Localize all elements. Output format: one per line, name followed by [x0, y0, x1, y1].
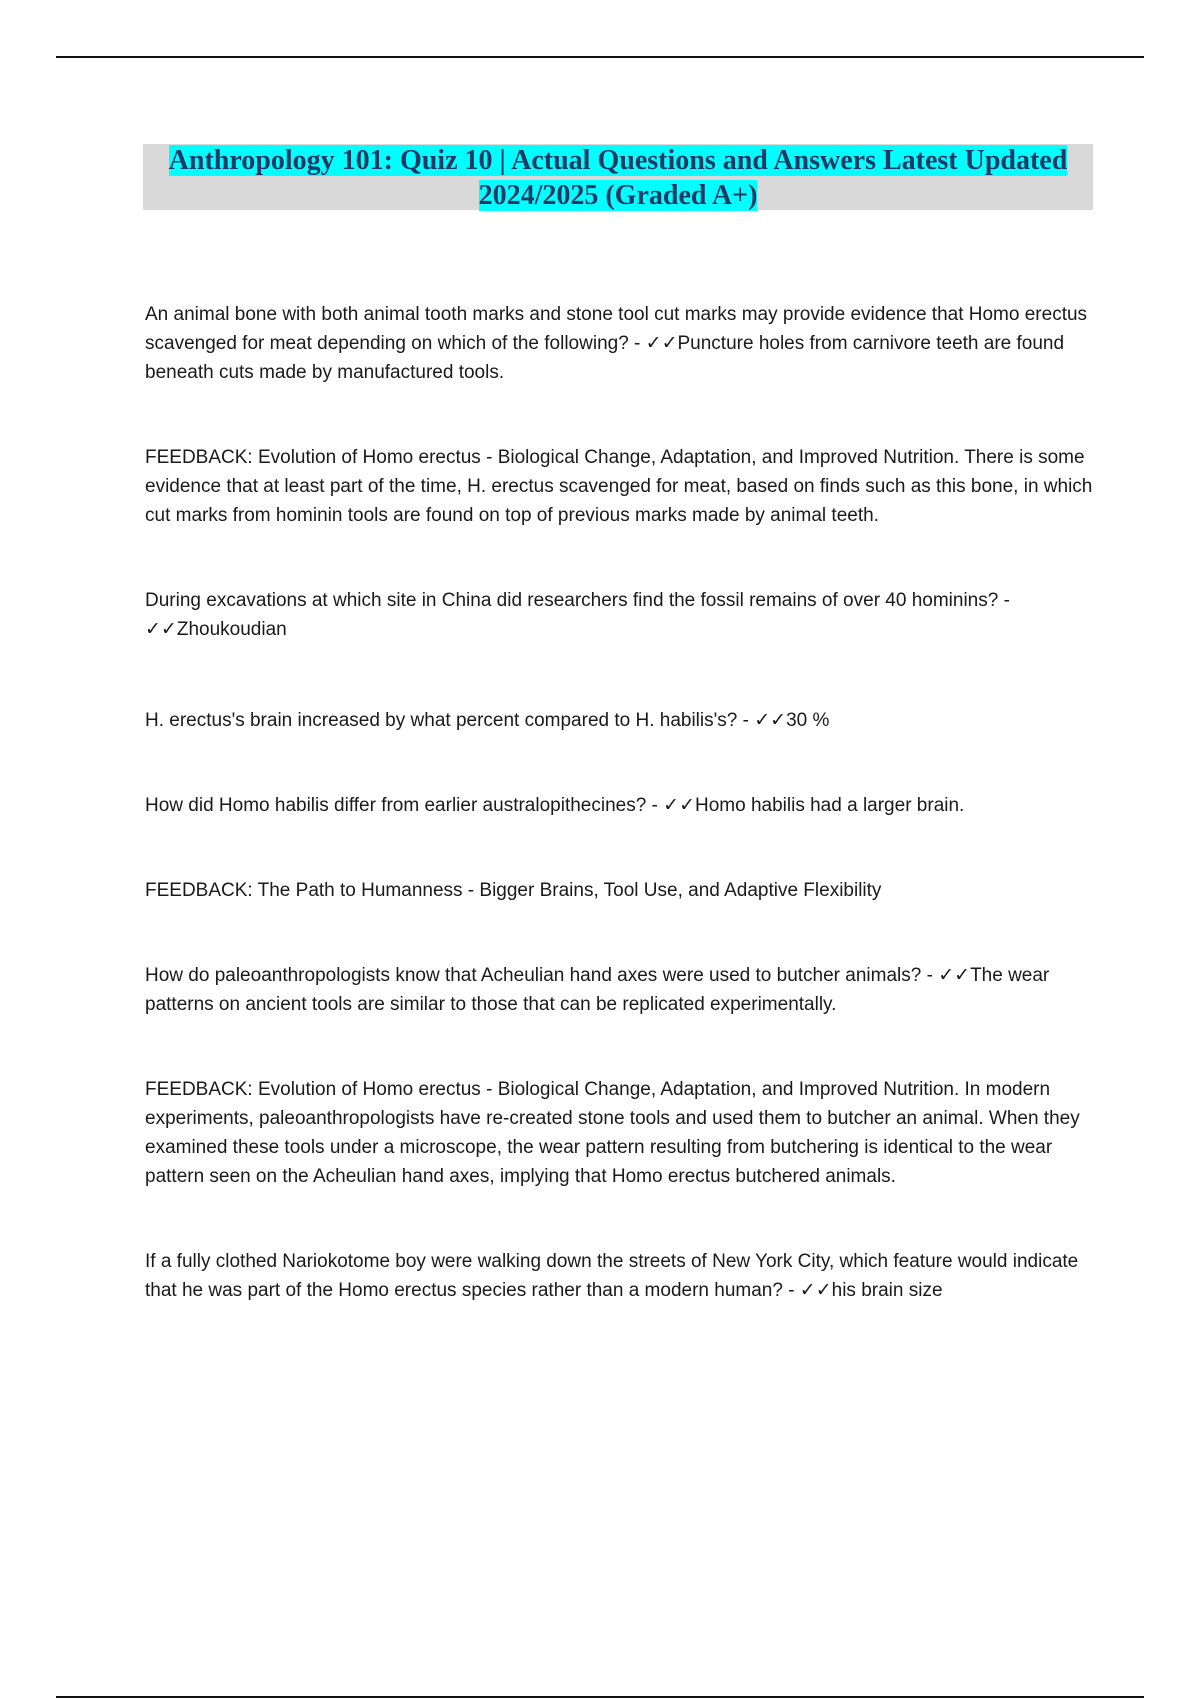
qa-item-2	[145, 586, 1095, 644]
question-text: If a fully clothed Nariokotome boy were walking down the streets of New York City, which feature would indicate that he was part of the Homo erectus species rather than a modern human? -	[145, 1251, 1079, 1301]
qa-item-1	[145, 300, 1095, 387]
answer-text: Homo habilis had a larger brain.	[695, 795, 965, 816]
footer-rule	[56, 1696, 1144, 1698]
question-text: H. erectus's brain increased by what percent compared to H. habilis's? -	[145, 710, 755, 731]
question-text: During excavations at which site in China did researchers find the fossil remains of over 40 hominins? -	[145, 590, 1010, 611]
document-body	[145, 300, 1095, 1305]
header-rule	[56, 56, 1144, 58]
question-text: How did Homo habilis differ from earlier australopithecines? -	[145, 795, 664, 816]
answer-text: 30 %	[786, 710, 830, 731]
qa-item-3	[145, 706, 1095, 735]
check-marks: ✓✓	[938, 964, 971, 986]
qa-item-5	[145, 961, 1095, 1019]
answer-text: Zhoukoudian	[176, 619, 287, 640]
answer-text: The wear patterns on ancient tools are similar to those that can be replicated experimentally.	[145, 965, 1050, 1015]
document-title	[143, 143, 1093, 213]
check-marks: ✓✓	[799, 1279, 832, 1301]
answer-text: Puncture holes from carnivore teeth are found beneath cuts made by manufactured tools.	[145, 333, 1065, 383]
feedback-3: FEEDBACK: Evolution of Homo erectus - Biological Change, Adaptation, and Improved Nutrition. In modern experiments, paleoanthropologists have re-created stone tools and used them to butcher an animal. When they examined these tools under a microscope, the wear pattern resulting from butchering is identical to the wear pattern seen on the Acheulian hand axes, implying that Homo erectus butchered animals.	[145, 1079, 1080, 1187]
check-marks: ✓✓	[754, 709, 787, 731]
question-text: An animal bone with both animal tooth marks and stone tool cut marks may provide evidence that Homo erectus scavenged for meat depending on which of the following? -	[145, 304, 1088, 354]
feedback-1: FEEDBACK: Evolution of Homo erectus - Biological Change, Adaptation, and Improved Nutrition. There is some evidence that at least part of the time, H. erectus scavenged for meat, based on finds such as this bone, in which cut marks from hominin tools are found on top of previous marks made by animal teeth.	[145, 447, 1093, 526]
feedback-2: FEEDBACK: The Path to Humanness - Bigger Brains, Tool Use, and Adaptive Flexibility	[145, 880, 882, 901]
answer-text: his brain size	[831, 1280, 943, 1301]
qa-item-4	[145, 791, 1095, 820]
check-marks: ✓✓	[663, 794, 696, 816]
question-text: How do paleoanthropologists know that Acheulian hand axes were used to butcher animals? -	[145, 965, 939, 986]
check-marks: ✓✓	[145, 618, 177, 640]
document-title-text: Anthropology 101: Quiz 10 | Actual Questions and Answers Latest Updated 2024/2025 (Graded A+)	[168, 145, 1068, 211]
check-marks: ✓✓	[645, 332, 678, 354]
qa-item-6	[145, 1247, 1095, 1305]
